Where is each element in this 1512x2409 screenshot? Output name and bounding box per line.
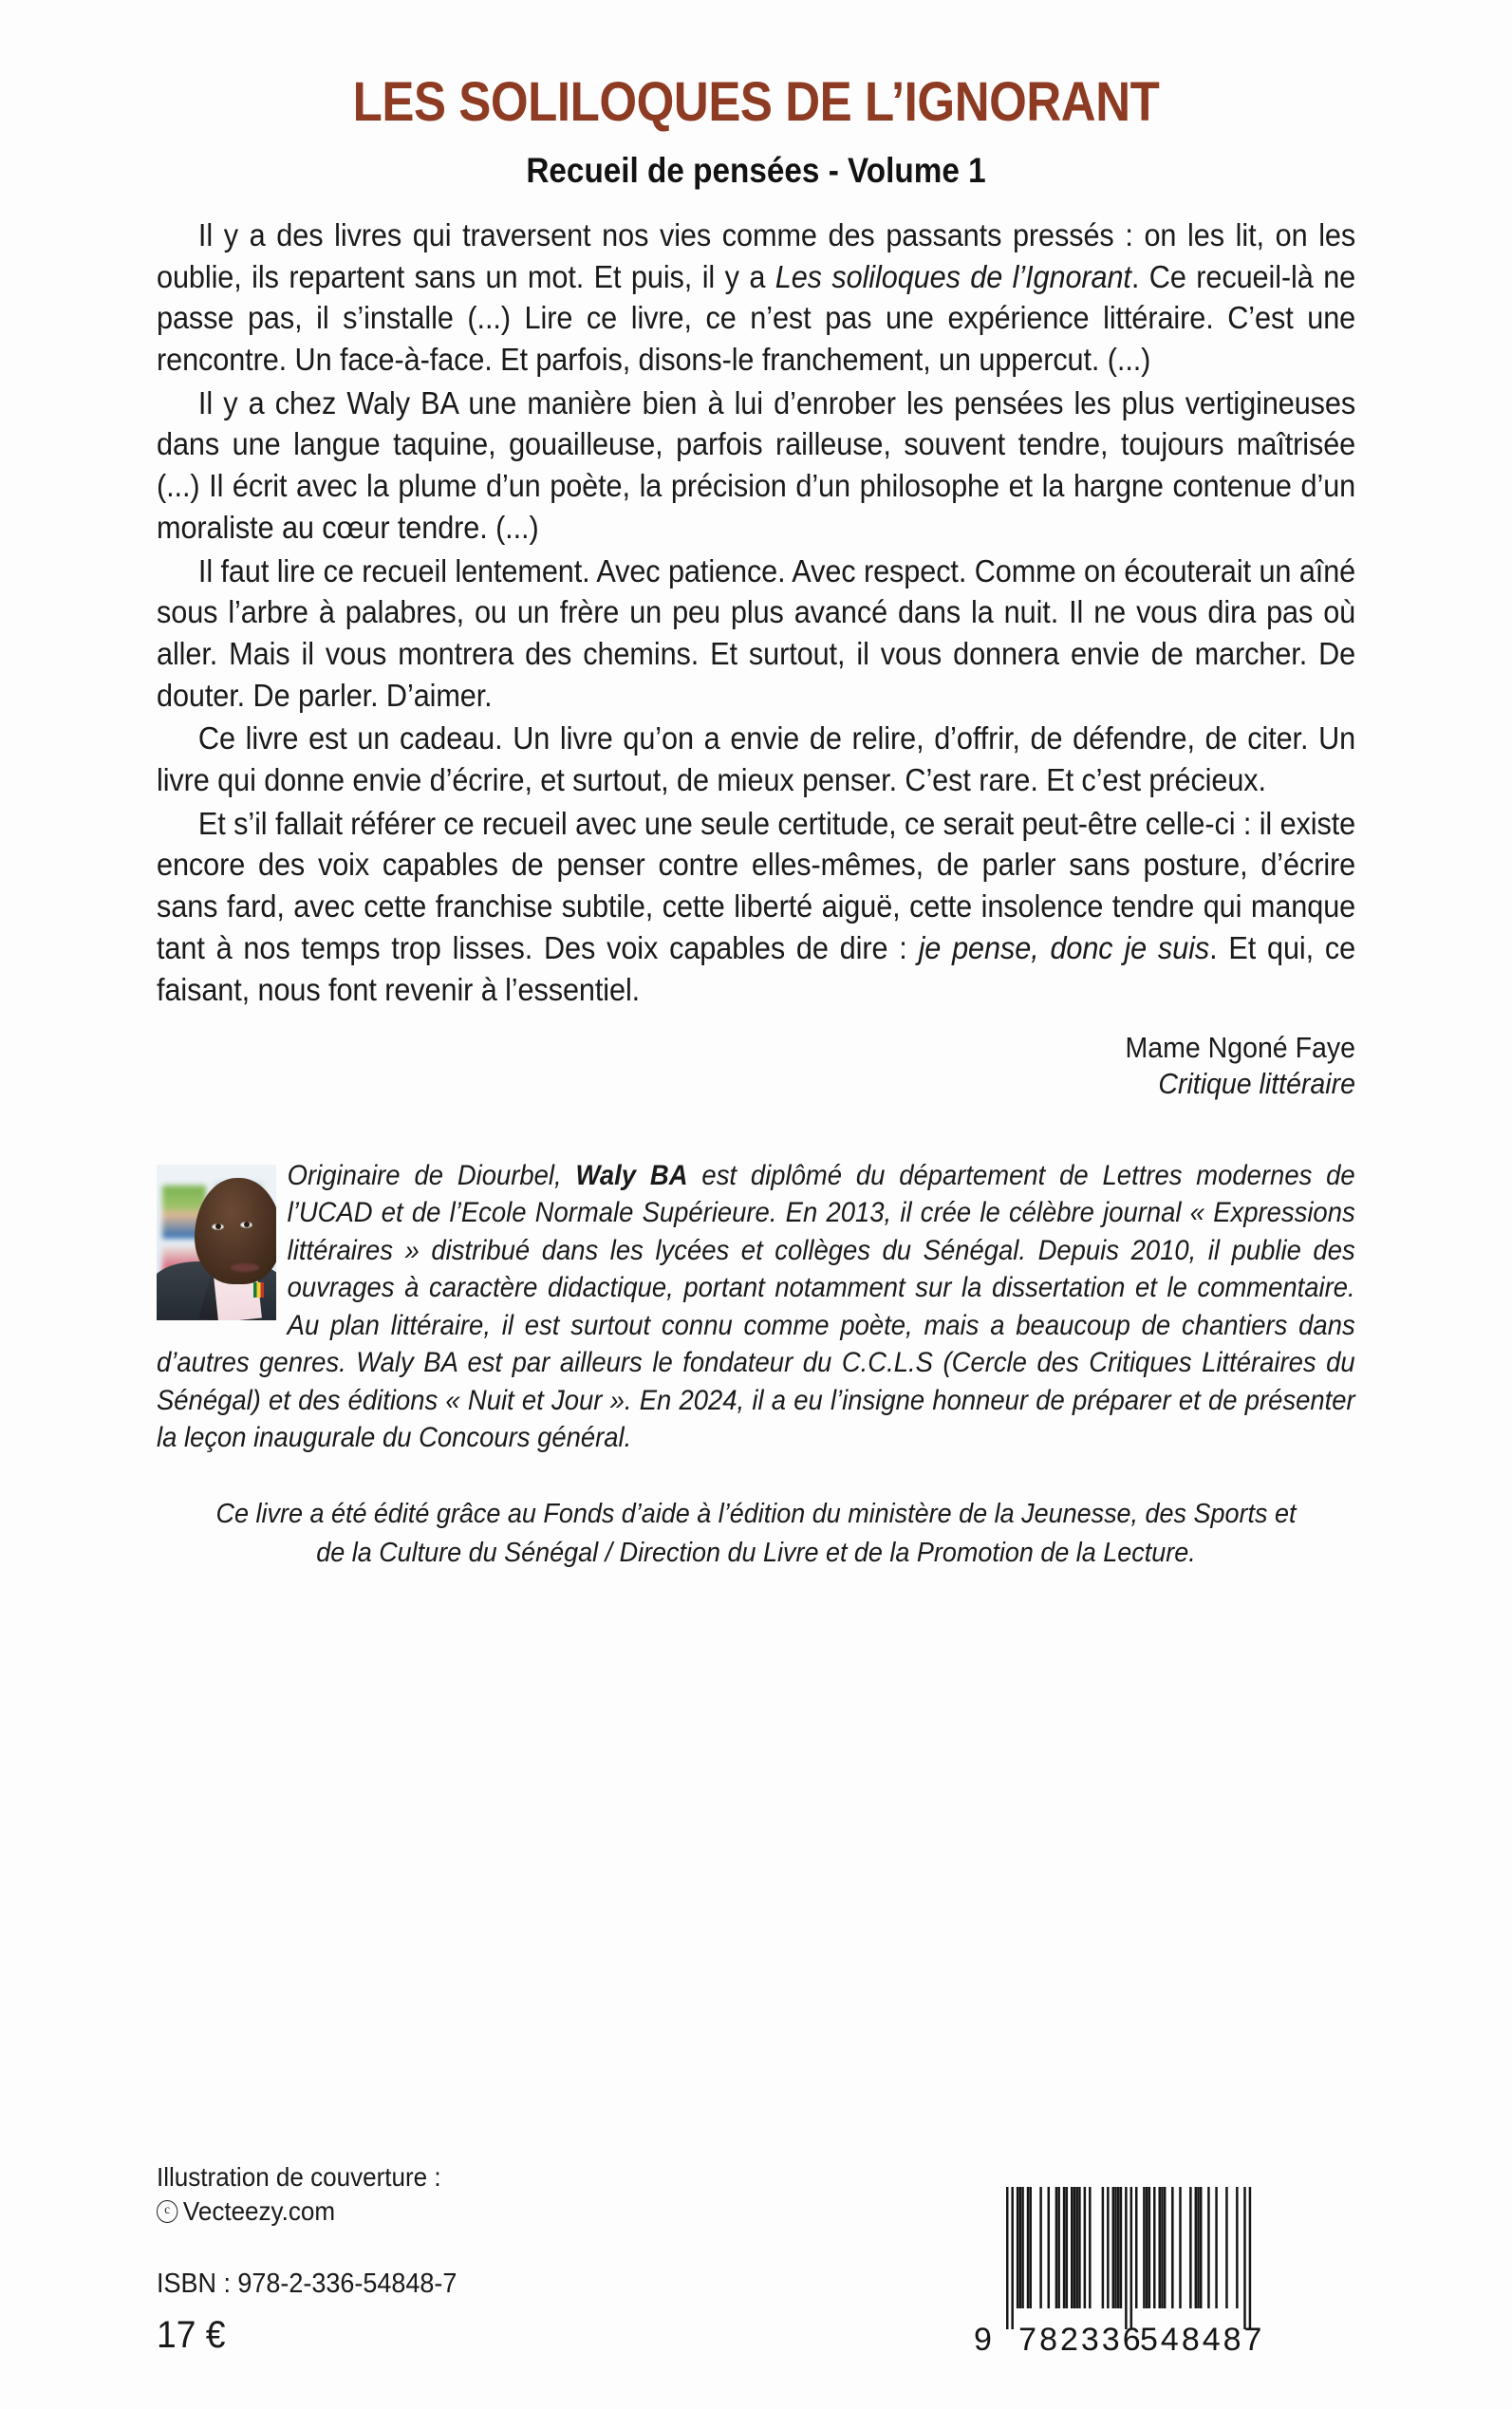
funding-note-line1: Ce livre a été édité grâce au Fonds d’aide à l’édition du ministère de la Jeunesse, des Sports et: [215, 1499, 1297, 1529]
text-segment: Les soliloques de l’Ignorant: [775, 259, 1131, 295]
text-segment: . Ce recueil-là ne passe pas, il s’installe (...) Lire ce livre, ce n’est pas une expérience littéraire. C’est une rencontre. Un face-à-face. Et parfois, disons-le franchement, un uppercut. (...): [157, 259, 1356, 378]
text-segment: Il faut lire ce recueil lentement. Avec patience. Avec respect. Comme on écouterait un aîné sous l’arbre à palabres, ou un frère un peu plus avancé dans la nuit. Il ne vous dira pas où aller. Mais il vous montrera des chemins. Et surtout, il vous donnera envie de marcher. De douter. De parler. D’aimer.: [157, 553, 1356, 714]
barcode-image: [957, 2179, 1355, 2360]
author-bio-text: [157, 1157, 1355, 1457]
signature-role: Critique littéraire: [1158, 1067, 1355, 1101]
svg-text:782336: 782336: [1018, 2322, 1144, 2358]
cover-credit-source: Vecteezy.com: [182, 2195, 336, 2226]
barcode: [957, 2179, 1355, 2360]
signature-name: Mame Ngoné Faye: [1125, 1031, 1355, 1065]
cover-credit-label: Illustration de couverture :: [157, 2161, 441, 2192]
text-segment: est diplômé du département de Lettres modernes de l’UCAD et de l’Ecole Normale Supérieure. En 2013, il crée le célèbre journal « Expressions littéraires » distribué dans les lycées et collèges du Sénégal. Depuis 2010, il publie des ouvrages à caractère didactique, portant notamment sur la dissertation et le commentaire. Au plan littéraire, il est surtout connu comme poète, mais a beaucoup de chantiers dans d’autres genres. Waly BA est par ailleurs le fondateur du C.C.L.S (Cercle des Critiques Littéraires du Sénégal) et des éditions « Nuit et Jour ». En 2024, il a eu l’insigne honneur de préparer et de présenter la leçon inaugurale du Concours général.: [157, 1159, 1355, 1454]
blurb-paragraph: [157, 215, 1355, 382]
page-title: LES SOLILOQUES DE L’IGNORANT: [352, 71, 1160, 133]
cover-credit-line: [157, 2194, 457, 2229]
blurb-paragraph: [157, 383, 1355, 550]
price-text: 17 €: [157, 2314, 226, 2356]
funding-note-line2: de la Culture du Sénégal / Direction du Livre et de la Promotion de la Lecture.: [316, 1537, 1196, 1568]
text-segment: Il y a chez Waly BA une manière bien à lui d’enrober les pensées les plus vertigineuses dans une langue taquine, gouailleuse, parfois railleuse, souvent tendre, toujours maîtrisée (...) Il écrit avec la plume d’un poète, la précision d’un philosophe et la hargne contenue d’un moraliste au cœur tendre. (...): [157, 385, 1356, 546]
funding-note: [157, 1495, 1355, 1572]
text-segment: Waly BA: [575, 1159, 688, 1191]
text-segment: je pense, donc je suis: [918, 930, 1210, 966]
svg-text:9: 9: [974, 2322, 995, 2358]
blurb-text: [157, 215, 1355, 1011]
text-segment: Ce livre est un cadeau. Un livre qu’on a envie de relire, d’offrir, de défendre, de citer. Un livre qui donne envie d’écrire, et surtout, de mieux penser. C’est rare. Et c’est précieux.: [157, 721, 1356, 799]
text-segment: Originaire de Diourbel,: [287, 1159, 576, 1191]
blurb-paragraph: [157, 719, 1355, 801]
text-segment: Il y a des livres qui traversent nos vies comme des passants pressés : on les lit, on les oublie, ils repartent sans un mot. Et puis, il y a: [157, 217, 1356, 295]
page-subtitle: Recueil de pensées - Volume 1: [526, 150, 986, 190]
author-bio: [157, 1157, 1355, 1457]
blurb-signature: [157, 1030, 1355, 1102]
copyright-icon: c: [157, 2200, 177, 2223]
footer-left-block: [157, 2160, 457, 2360]
isbn-text: ISBN : 978-2-336-54848-7: [157, 2269, 457, 2300]
blurb-paragraph: [157, 551, 1355, 718]
text-segment: . Et qui, ce faisant, nous font revenir à l’essentiel.: [157, 930, 1356, 1008]
cover-footer: [157, 2160, 1355, 2360]
svg-text:548487: 548487: [1140, 2322, 1265, 2358]
text-segment: Et s’il fallait référer ce recueil avec une seule certitude, ce serait peut-être celle-ci : il existe encore des voix capables de penser contre elles-mêmes, de parler sans posture, d’écrire sans fard, avec cette franchise subtile, cette liberté aiguë, cette insolence tendre qui manque tant à nos temps trop lisses. Des voix capables de dire :: [157, 806, 1356, 966]
blurb-paragraph: [157, 804, 1355, 1012]
